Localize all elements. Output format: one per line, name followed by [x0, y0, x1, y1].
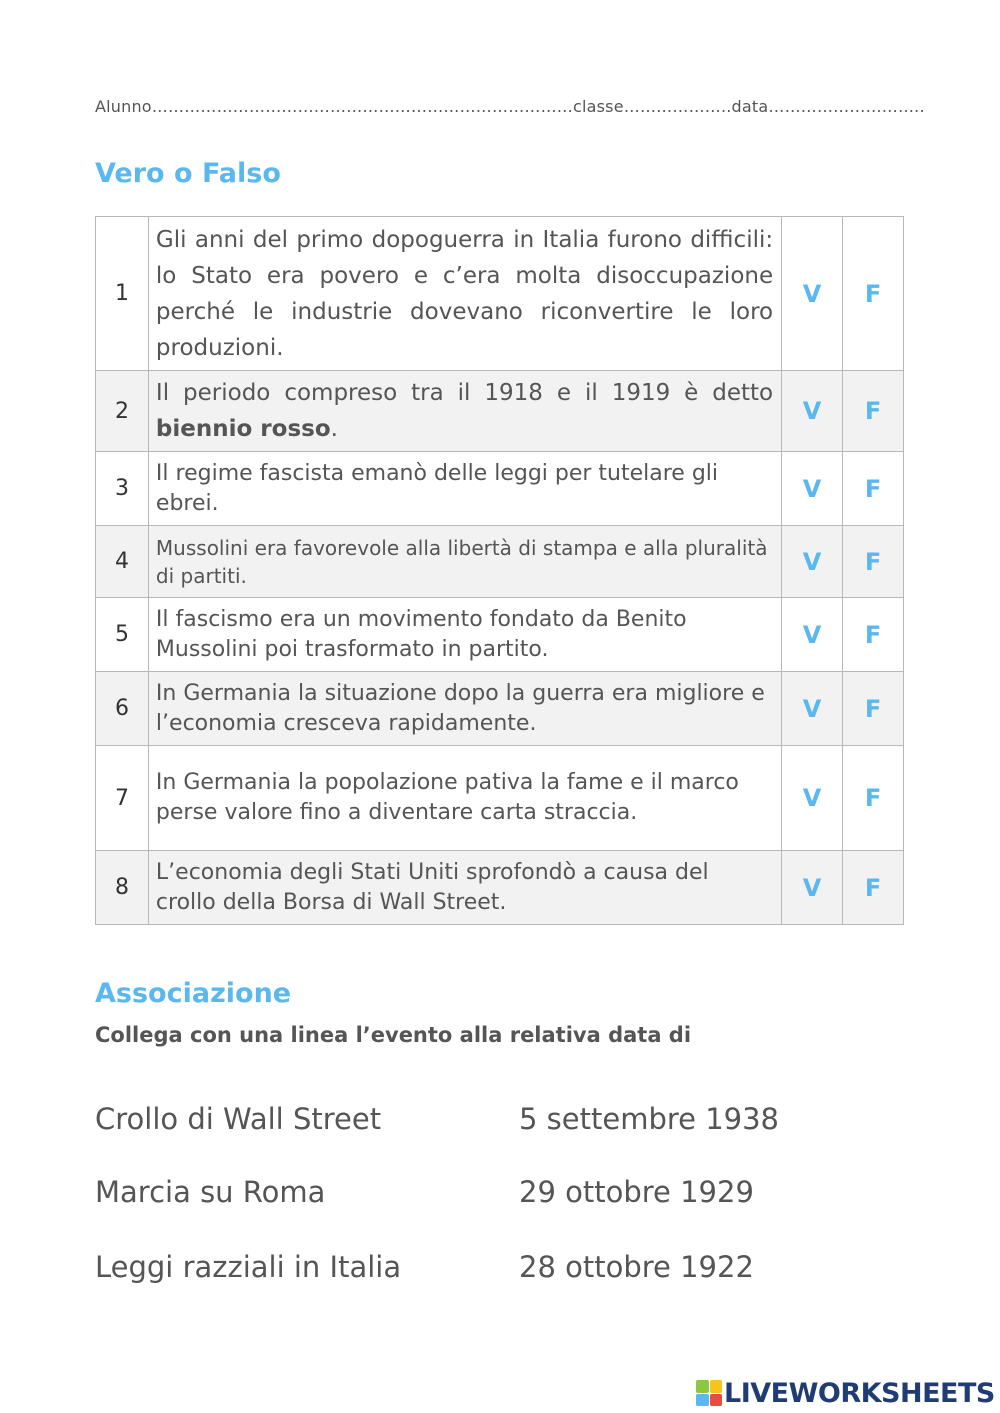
date-label[interactable]: 5 settembre 1938 — [519, 1102, 780, 1136]
false-option[interactable]: F — [843, 672, 904, 746]
date-label[interactable]: 28 ottobre 1922 — [519, 1250, 754, 1284]
false-option[interactable]: F — [843, 598, 904, 672]
false-option[interactable]: F — [843, 526, 904, 598]
student-info-line: Alunno……………………………………………………………………classe………………..data……………………….. — [95, 97, 925, 116]
statement-text: In Germania la situazione dopo la guerra era migliore e l’economia cresceva rapidamente. — [148, 672, 781, 746]
statement-text: L’economia degli Stati Uniti sprofondò a causa del crollo della Borsa di Wall Street. — [148, 851, 781, 925]
association-row — [95, 1175, 815, 1215]
table-row — [96, 598, 904, 672]
row-number: 3 — [96, 452, 149, 526]
event-label[interactable]: Crollo di Wall Street — [95, 1102, 382, 1136]
table-row — [96, 746, 904, 851]
row-number: 5 — [96, 598, 149, 672]
association-title: Associazione — [95, 978, 292, 1009]
statement-text-part: . — [330, 416, 338, 442]
statement-text: Il fascismo era un movimento fondato da Benito Mussolini poi trasformato in partito. — [148, 598, 781, 672]
true-false-table — [95, 216, 904, 925]
true-option[interactable]: V — [782, 851, 843, 925]
table-row — [96, 672, 904, 746]
false-option[interactable]: F — [843, 746, 904, 851]
table-row — [96, 452, 904, 526]
true-option[interactable]: V — [782, 217, 843, 371]
association-row — [95, 1250, 815, 1290]
event-label[interactable]: Marcia su Roma — [95, 1175, 326, 1209]
false-option[interactable]: F — [843, 217, 904, 371]
false-option[interactable]: F — [843, 371, 904, 452]
liveworksheets-logo — [696, 1375, 995, 1411]
row-number: 2 — [96, 371, 149, 452]
true-option[interactable]: V — [782, 672, 843, 746]
row-number: 8 — [96, 851, 149, 925]
true-option[interactable]: V — [782, 371, 843, 452]
statement-text: Gli anni del primo dopoguerra in Italia furono difficili: lo Stato era povero e c’era molta disoccupazione perché le industrie dovevano riconvertire le loro produzioni. — [148, 217, 781, 371]
row-number: 1 — [96, 217, 149, 371]
statement-text: Il regime fascista emanò delle leggi per tutelare gli ebrei. — [148, 452, 781, 526]
row-number: 4 — [96, 526, 149, 598]
false-option[interactable]: F — [843, 851, 904, 925]
table-row — [96, 371, 904, 452]
table-row — [96, 526, 904, 598]
table-row — [96, 217, 904, 371]
true-option[interactable]: V — [782, 746, 843, 851]
liveworksheets-logo-icon — [696, 1380, 722, 1406]
true-option[interactable]: V — [782, 452, 843, 526]
row-number: 7 — [96, 746, 149, 851]
date-label[interactable]: 29 ottobre 1929 — [519, 1175, 754, 1209]
statement-bold-term: biennio rosso — [155, 416, 331, 442]
statement-text — [148, 371, 781, 452]
true-option[interactable]: V — [782, 598, 843, 672]
row-number: 6 — [96, 672, 149, 746]
association-instruction: Collega con una linea l’evento alla relativa data di — [95, 1023, 692, 1047]
logo-text: LIVEWORKSHEETS — [724, 1377, 995, 1409]
true-false-title: Vero o Falso — [95, 158, 281, 189]
association-row — [95, 1102, 815, 1142]
true-option[interactable]: V — [782, 526, 843, 598]
event-label[interactable]: Leggi razziali in Italia — [95, 1250, 402, 1284]
statement-text-part: Il periodo compreso tra il 1918 e il 1919 è detto — [155, 380, 774, 406]
table-row — [96, 851, 904, 925]
statement-text: In Germania la popolazione pativa la fame e il marco perse valore fino a diventare carta straccia. — [148, 746, 781, 851]
statement-text: Mussolini era favorevole alla libertà di stampa e alla pluralità di partiti. — [148, 526, 781, 598]
false-option[interactable]: F — [843, 452, 904, 526]
